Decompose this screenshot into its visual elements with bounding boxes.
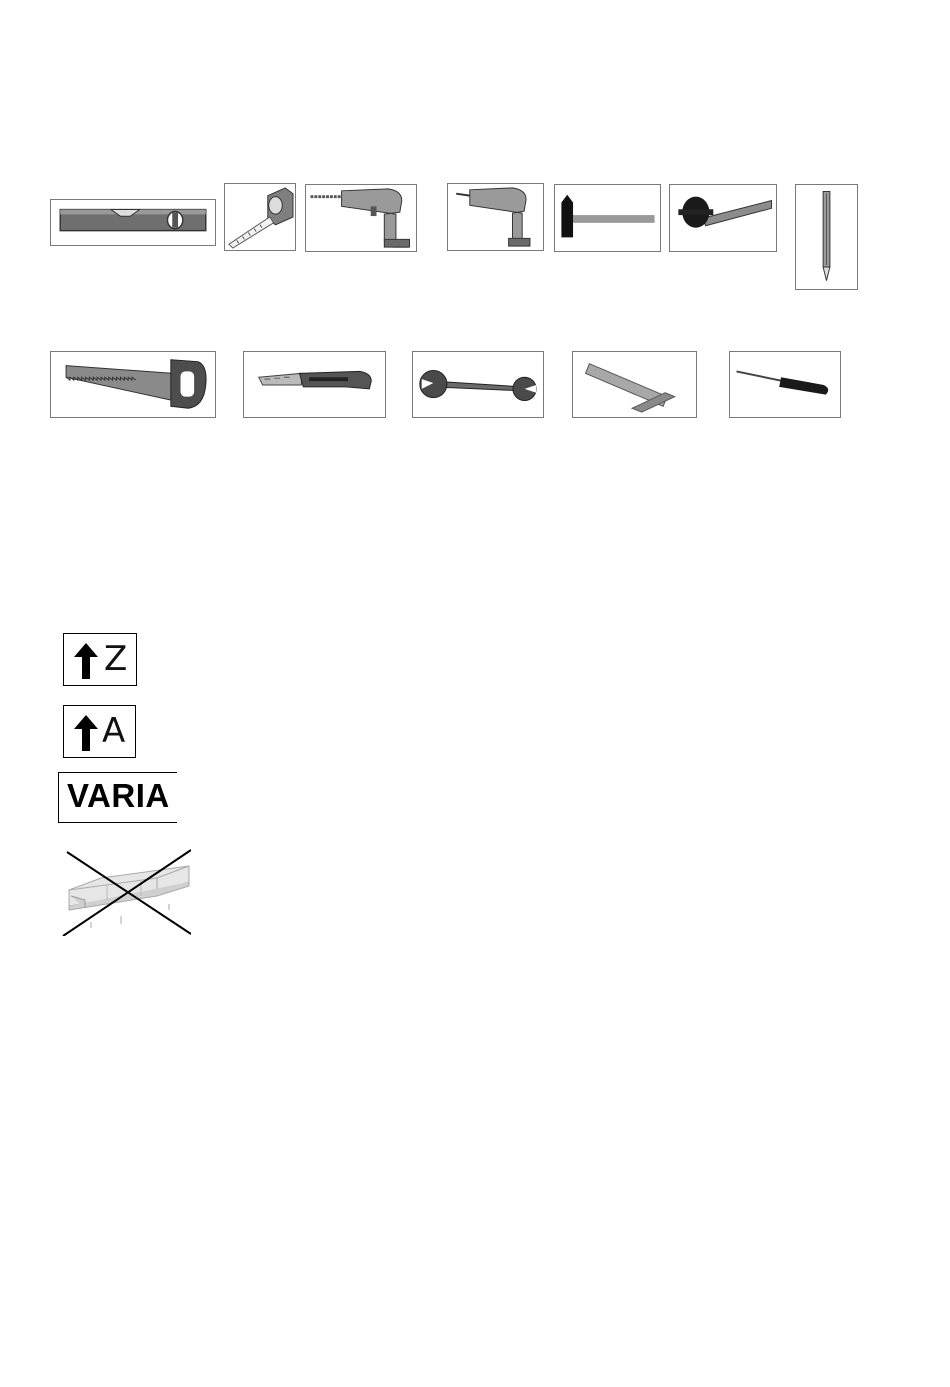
tape-measure-icon bbox=[225, 184, 295, 250]
a-letter: A bbox=[102, 711, 126, 751]
spirit-level-tile bbox=[50, 199, 216, 246]
hammer-drill-tile bbox=[305, 184, 417, 252]
allen-key-icon bbox=[573, 352, 696, 417]
no-stacking-icon bbox=[61, 848, 191, 936]
pencil-icon bbox=[796, 185, 857, 289]
z-arrow-symbol bbox=[63, 633, 137, 686]
hand-saw-tile bbox=[50, 351, 216, 418]
hand-saw-icon bbox=[51, 352, 215, 417]
open-end-wrench-tile bbox=[412, 351, 544, 418]
varia-label-box bbox=[58, 772, 177, 823]
cordless-drill-icon bbox=[448, 184, 543, 250]
tape-measure-tile bbox=[224, 183, 296, 251]
utility-knife-icon bbox=[244, 352, 385, 417]
hammer-tile bbox=[554, 184, 661, 252]
spirit-level-icon bbox=[51, 200, 215, 245]
hammer-icon bbox=[555, 185, 660, 251]
a-arrow-symbol bbox=[63, 705, 136, 758]
screwdriver-icon bbox=[730, 352, 840, 417]
varia-label: VARIA bbox=[67, 777, 170, 814]
allen-key-tile bbox=[572, 351, 697, 418]
open-end-wrench-icon bbox=[413, 352, 543, 417]
screwdriver-tile bbox=[729, 351, 841, 418]
rubber-mallet-tile bbox=[669, 184, 777, 252]
pencil-tile bbox=[795, 184, 858, 290]
utility-knife-tile bbox=[243, 351, 386, 418]
z-letter: Z bbox=[104, 639, 128, 679]
up-arrow-icon bbox=[74, 715, 98, 751]
hammer-drill-icon bbox=[306, 185, 416, 251]
rubber-mallet-icon bbox=[670, 185, 776, 251]
cordless-drill-tile bbox=[447, 183, 544, 251]
up-arrow-icon bbox=[74, 643, 98, 679]
